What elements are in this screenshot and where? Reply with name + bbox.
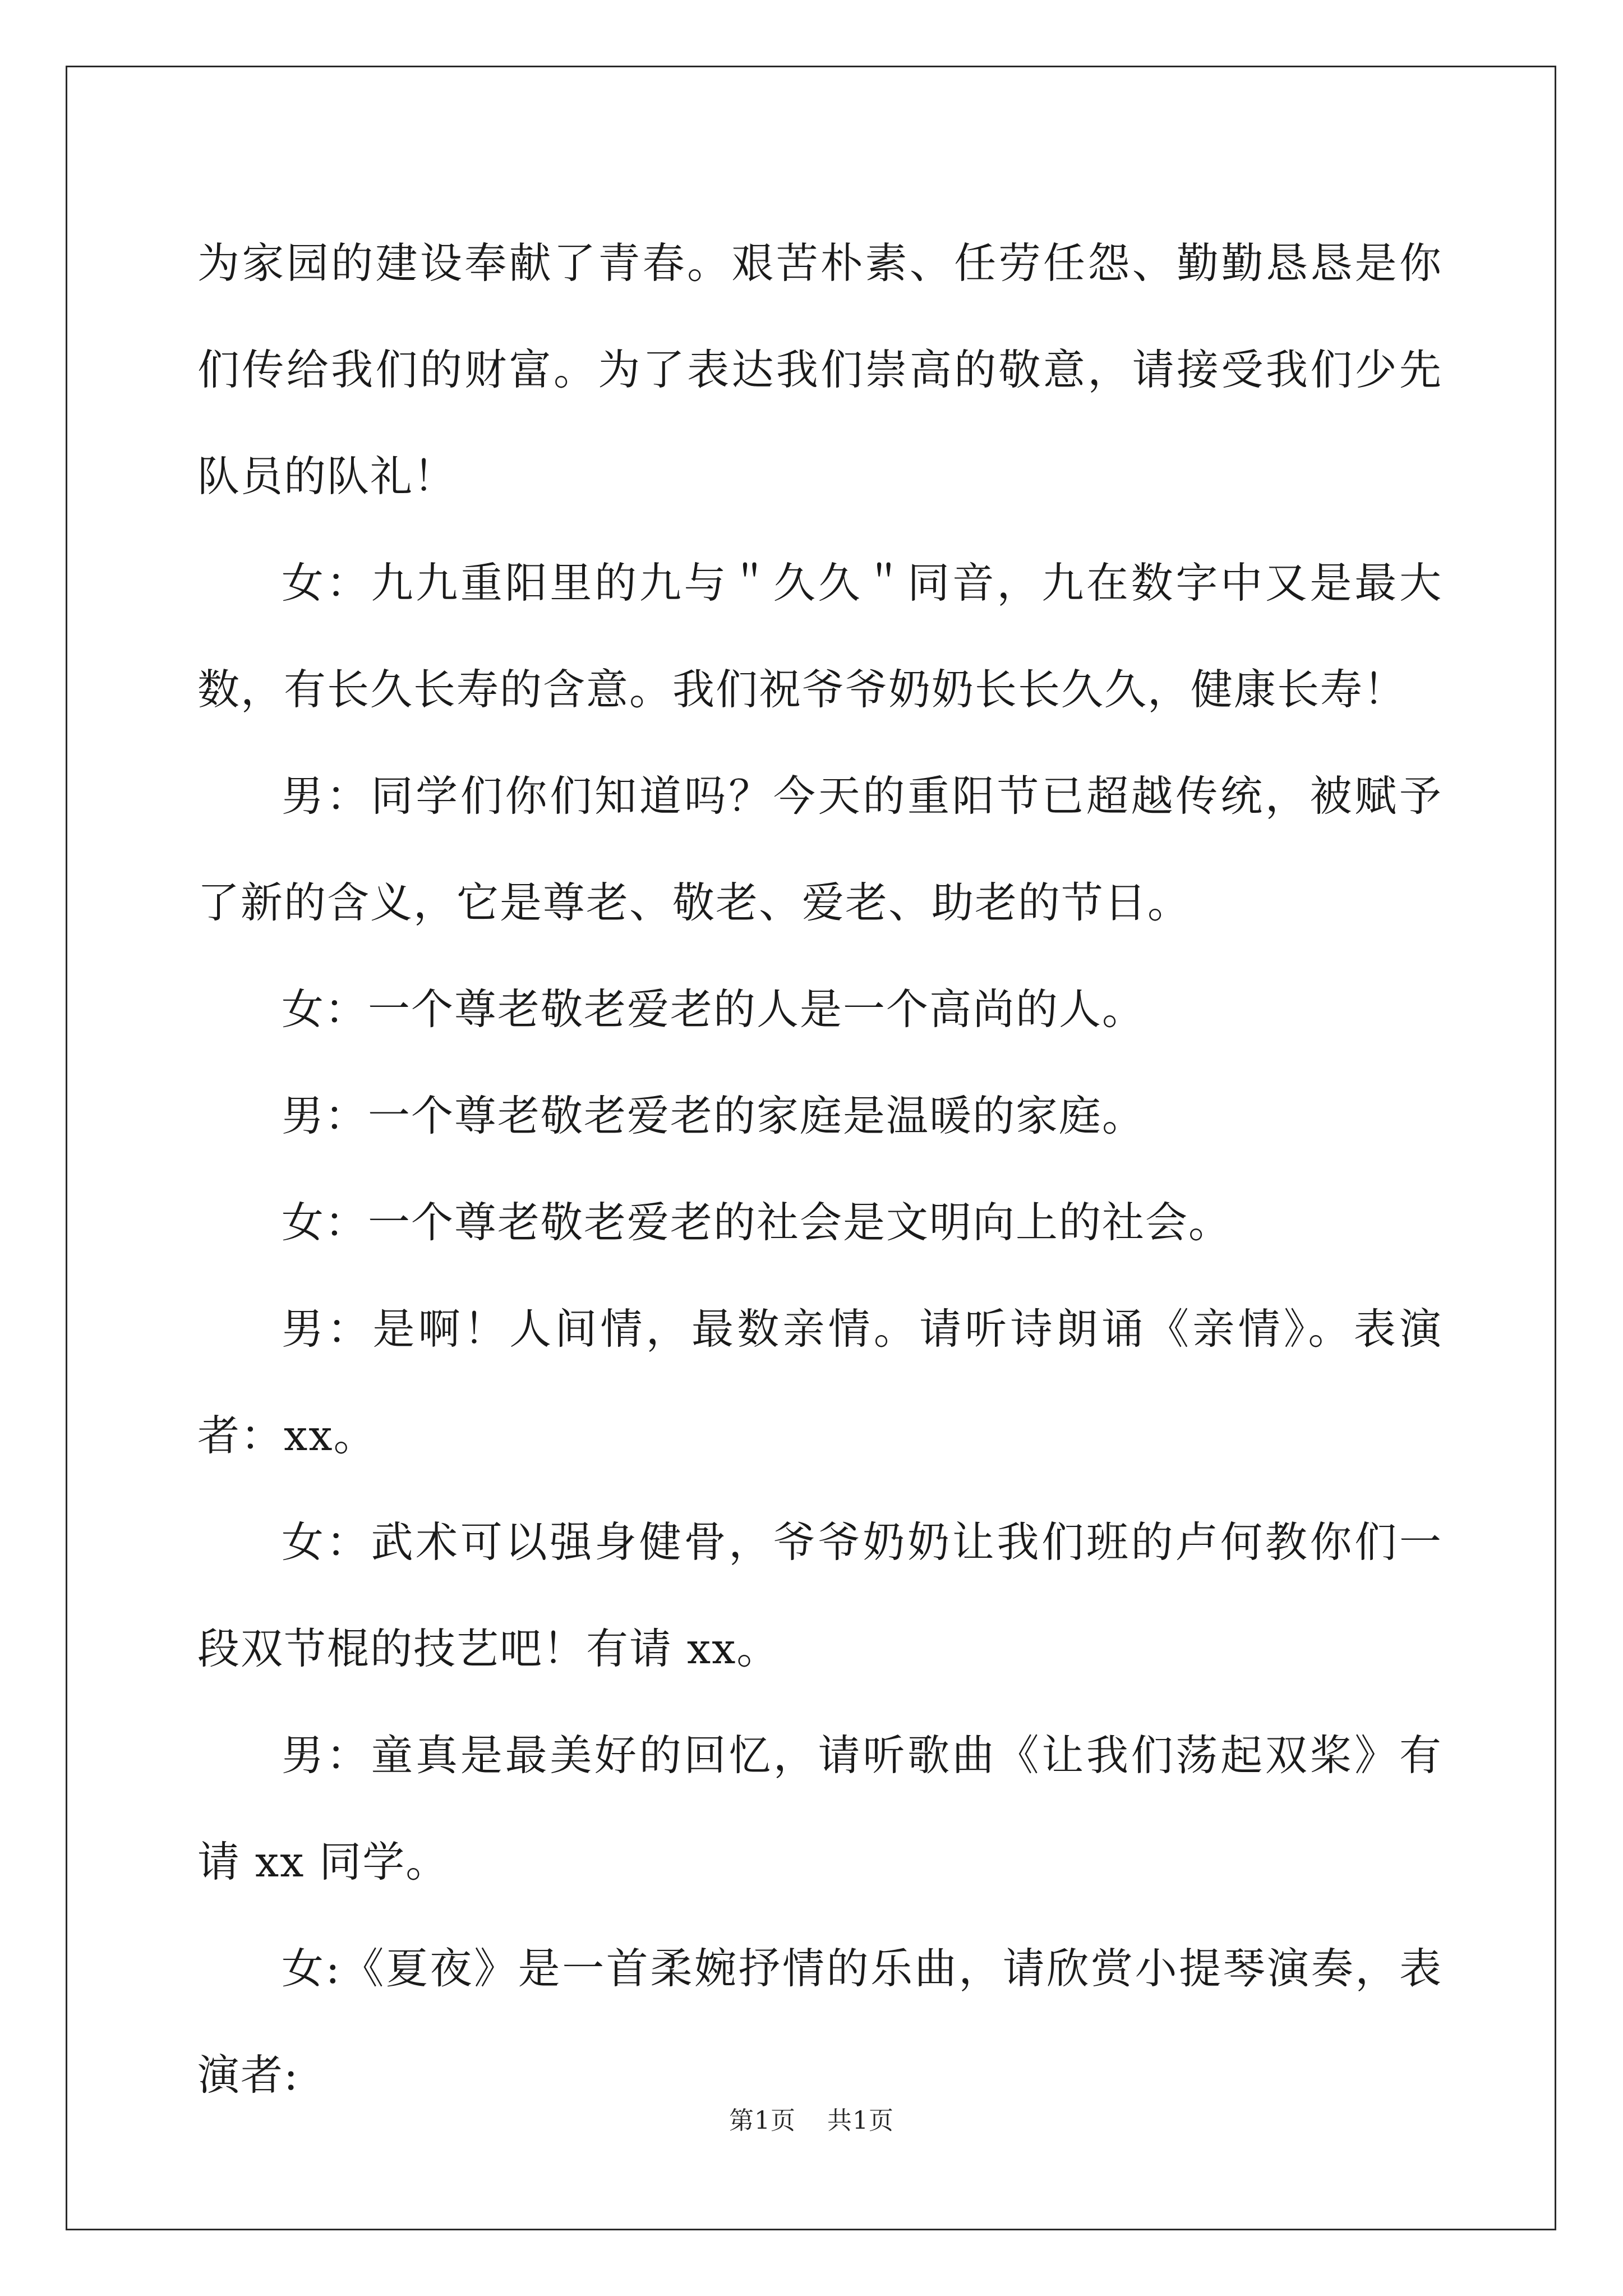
document-body bbox=[197, 210, 1442, 2128]
paragraph-dialogue: 女：一个尊老敬老爱老的社会是文明向上的社会。 bbox=[282, 1198, 1232, 1247]
paragraph-dialogue: 女：九九重阳里的九与＂久久＂同音，九在数字中又是最大数，有长久长寿的含意。我们祝爷爷奶奶长长久久，健康长寿！ bbox=[197, 558, 1442, 714]
paragraph-dialogue: 男：是啊！人间情，最数亲情。请听诗朗诵《亲情》。表演者：xx。 bbox=[197, 1304, 1442, 1460]
paragraph-dialogue: 女：武术可以强身健骨，爷爷奶奶让我们班的卢何教你们一段双节棍的技艺吧！有请 xx。 bbox=[197, 1517, 1442, 1673]
paragraph-dialogue: 女：一个尊老敬老爱老的人是一个高尚的人。 bbox=[282, 984, 1146, 1034]
page-footer bbox=[0, 2100, 1623, 2136]
paragraph-dialogue: 男：一个尊老敬老爱老的家庭是温暖的家庭。 bbox=[282, 1091, 1146, 1140]
page-number-current: 第1页 bbox=[729, 2106, 796, 2135]
page-number-total: 共1页 bbox=[827, 2106, 894, 2135]
paragraph-dialogue: 女:《夏夜》是一首柔婉抒情的乐曲，请欣赏小提琴演奏，表演者: bbox=[197, 1944, 1442, 2100]
paragraph-dialogue: 男：同学们你们知道吗？今天的重阳节已超越传统，被赋予了新的含义，它是尊老、敬老、爱老、助老的节日。 bbox=[197, 771, 1442, 927]
paragraph-continuation: 为家园的建设奉献了青春。艰苦朴素、任劳任怨、勤勤恳恳是你们传给我们的财富。为了表达我们崇高的敬意，请接受我们少先队员的队礼！ bbox=[197, 238, 1442, 501]
paragraph-dialogue: 男：童真是最美好的回忆，请听歌曲《让我们荡起双桨》有请 xx 同学。 bbox=[197, 1731, 1442, 1887]
